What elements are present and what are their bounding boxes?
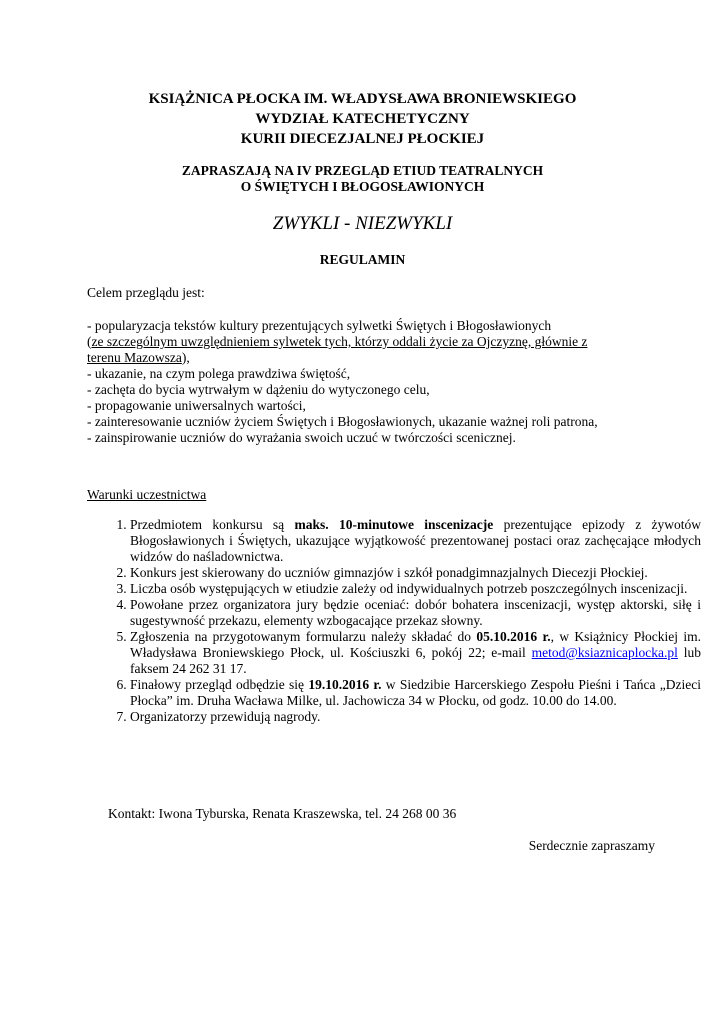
goal-item-1-note-cont: terenu Mazowsza), [87, 350, 190, 365]
goal-item-4: - propagowanie uniwersalnych wartości, [87, 398, 306, 413]
closing-line: Serdecznie zapraszamy [528, 838, 655, 853]
organizer-line-3: KURII DIECEZJALNEJ PŁOCKIEJ [240, 131, 485, 147]
conditions-list [87, 517, 701, 725]
goal-item-2: - ukazanie, na czym polega prawdziwa świętość, [87, 366, 351, 381]
condition-1: 1. Przedmiotem konkursu są maks. 10-minutowe inscenizacje prezentujące epizody z żywotów Błogosławionych i Świętych, ukazujące wyjątkowość prezentowanej postaci oraz zachęcające młodych widzów do naśladownictwa. [130, 517, 701, 565]
condition-6: 6. Finałowy przegląd odbędzie się 19.10.2016 r. w Siedzibie Harcerskiego Zespołu Pieśni i Tańca „Dzieci Płocka” im. Druha Wacława Milke, ul. Jachowicza 34 w Płocku, od godz. 10.00 do 14.00. [130, 677, 701, 709]
event-title: ZWYKLI - NIEZWYKLI [272, 213, 453, 234]
organizer-line-1: KSIĄŻNICA PŁOCKA IM. WŁADYSŁAWA BRONIEWSKIEGO [148, 91, 577, 107]
invitation-line-2: O ŚWIĘTYCH I BŁOGOSŁAWIONYCH [240, 179, 485, 194]
contact-info: Kontakt: Iwona Tyburska, Renata Kraszewska, tel. 24 268 00 36 [108, 806, 457, 821]
condition-7: 7. Organizatorzy przewidują nagrody. [130, 709, 701, 725]
goals-intro: Celem przeglądu jest: [87, 285, 205, 300]
goal-item-6: - zainspirowanie uczniów do wyrażania swoich uczuć w twórczości scenicznej. [87, 430, 516, 445]
deadline-date: 05.10.2016 r. [476, 629, 551, 644]
organizers-header [0, 89, 725, 149]
condition-4: 4. Powołane przez organizatora jury będzie oceniać: dobór bohatera inscenizacji, występ aktorski, siłę i sugestywność przekazu, elementy wzbogacające przekaz słowny. [130, 597, 701, 629]
condition-3: 3. Liczba osób występujących w etiudzie zależy od indywidualnych potrzeb poszczególnych inscenizacji. [130, 581, 701, 597]
email-link[interactable]: metod@ksiaznicaplocka.pl [531, 645, 678, 660]
goal-item-3: - zachęta do bycia wytrwałym w dążeniu do wytyczonego celu, [87, 382, 430, 397]
condition-2: 2. Konkurs jest skierowany do uczniów gimnazjów i szkół ponadgimnazjalnych Diecezji Płockiej. [130, 565, 701, 581]
invitation-line-1: ZAPRASZAJĄ NA IV PRZEGLĄD ETIUD TEATRALNYCH [181, 163, 544, 178]
goal-item-1: - popularyzacja tekstów kultury prezentujących sylwetki Świętych i Błogosławionych [87, 318, 552, 333]
organizer-line-2: WYDZIAŁ KATECHETYCZNY [255, 111, 470, 127]
final-date: 19.10.2016 r. [308, 677, 382, 692]
goal-note-line-1: ze szczególnym uwzględnieniem sylwetek tych, którzy oddali życie za Ojczyznę, głównie z [91, 334, 588, 349]
condition-5: 5. Zgłoszenia na przygotowanym formularzu należy składać do 05.10.2016 r., w Książnicy Płockiej im. Władysława Broniewskiego Płock, ul. Kościuszki 6, pokój 22; e-mail metod@ksiaznicaplocka.pl lub faksem 24 262 31 17. [130, 629, 701, 677]
conditions-heading: Warunki uczestnictwa [87, 487, 207, 502]
goal-note-line-2: terenu Mazowsza [87, 350, 182, 365]
regulations-heading: REGULAMIN [319, 252, 406, 267]
invitation-header [0, 163, 725, 195]
goal-item-5: - zainteresowanie uczniów życiem Świętych i Błogosławionych, ukazanie ważnej roli patrona, [87, 414, 598, 429]
goals-list [87, 318, 647, 446]
condition-1-duration: maks. 10-minutowe inscenizacje [294, 517, 494, 532]
goal-item-1-note: (ze szczególnym uwzględnieniem sylwetek tych, którzy oddali życie za Ojczyznę, głównie z [87, 334, 588, 349]
